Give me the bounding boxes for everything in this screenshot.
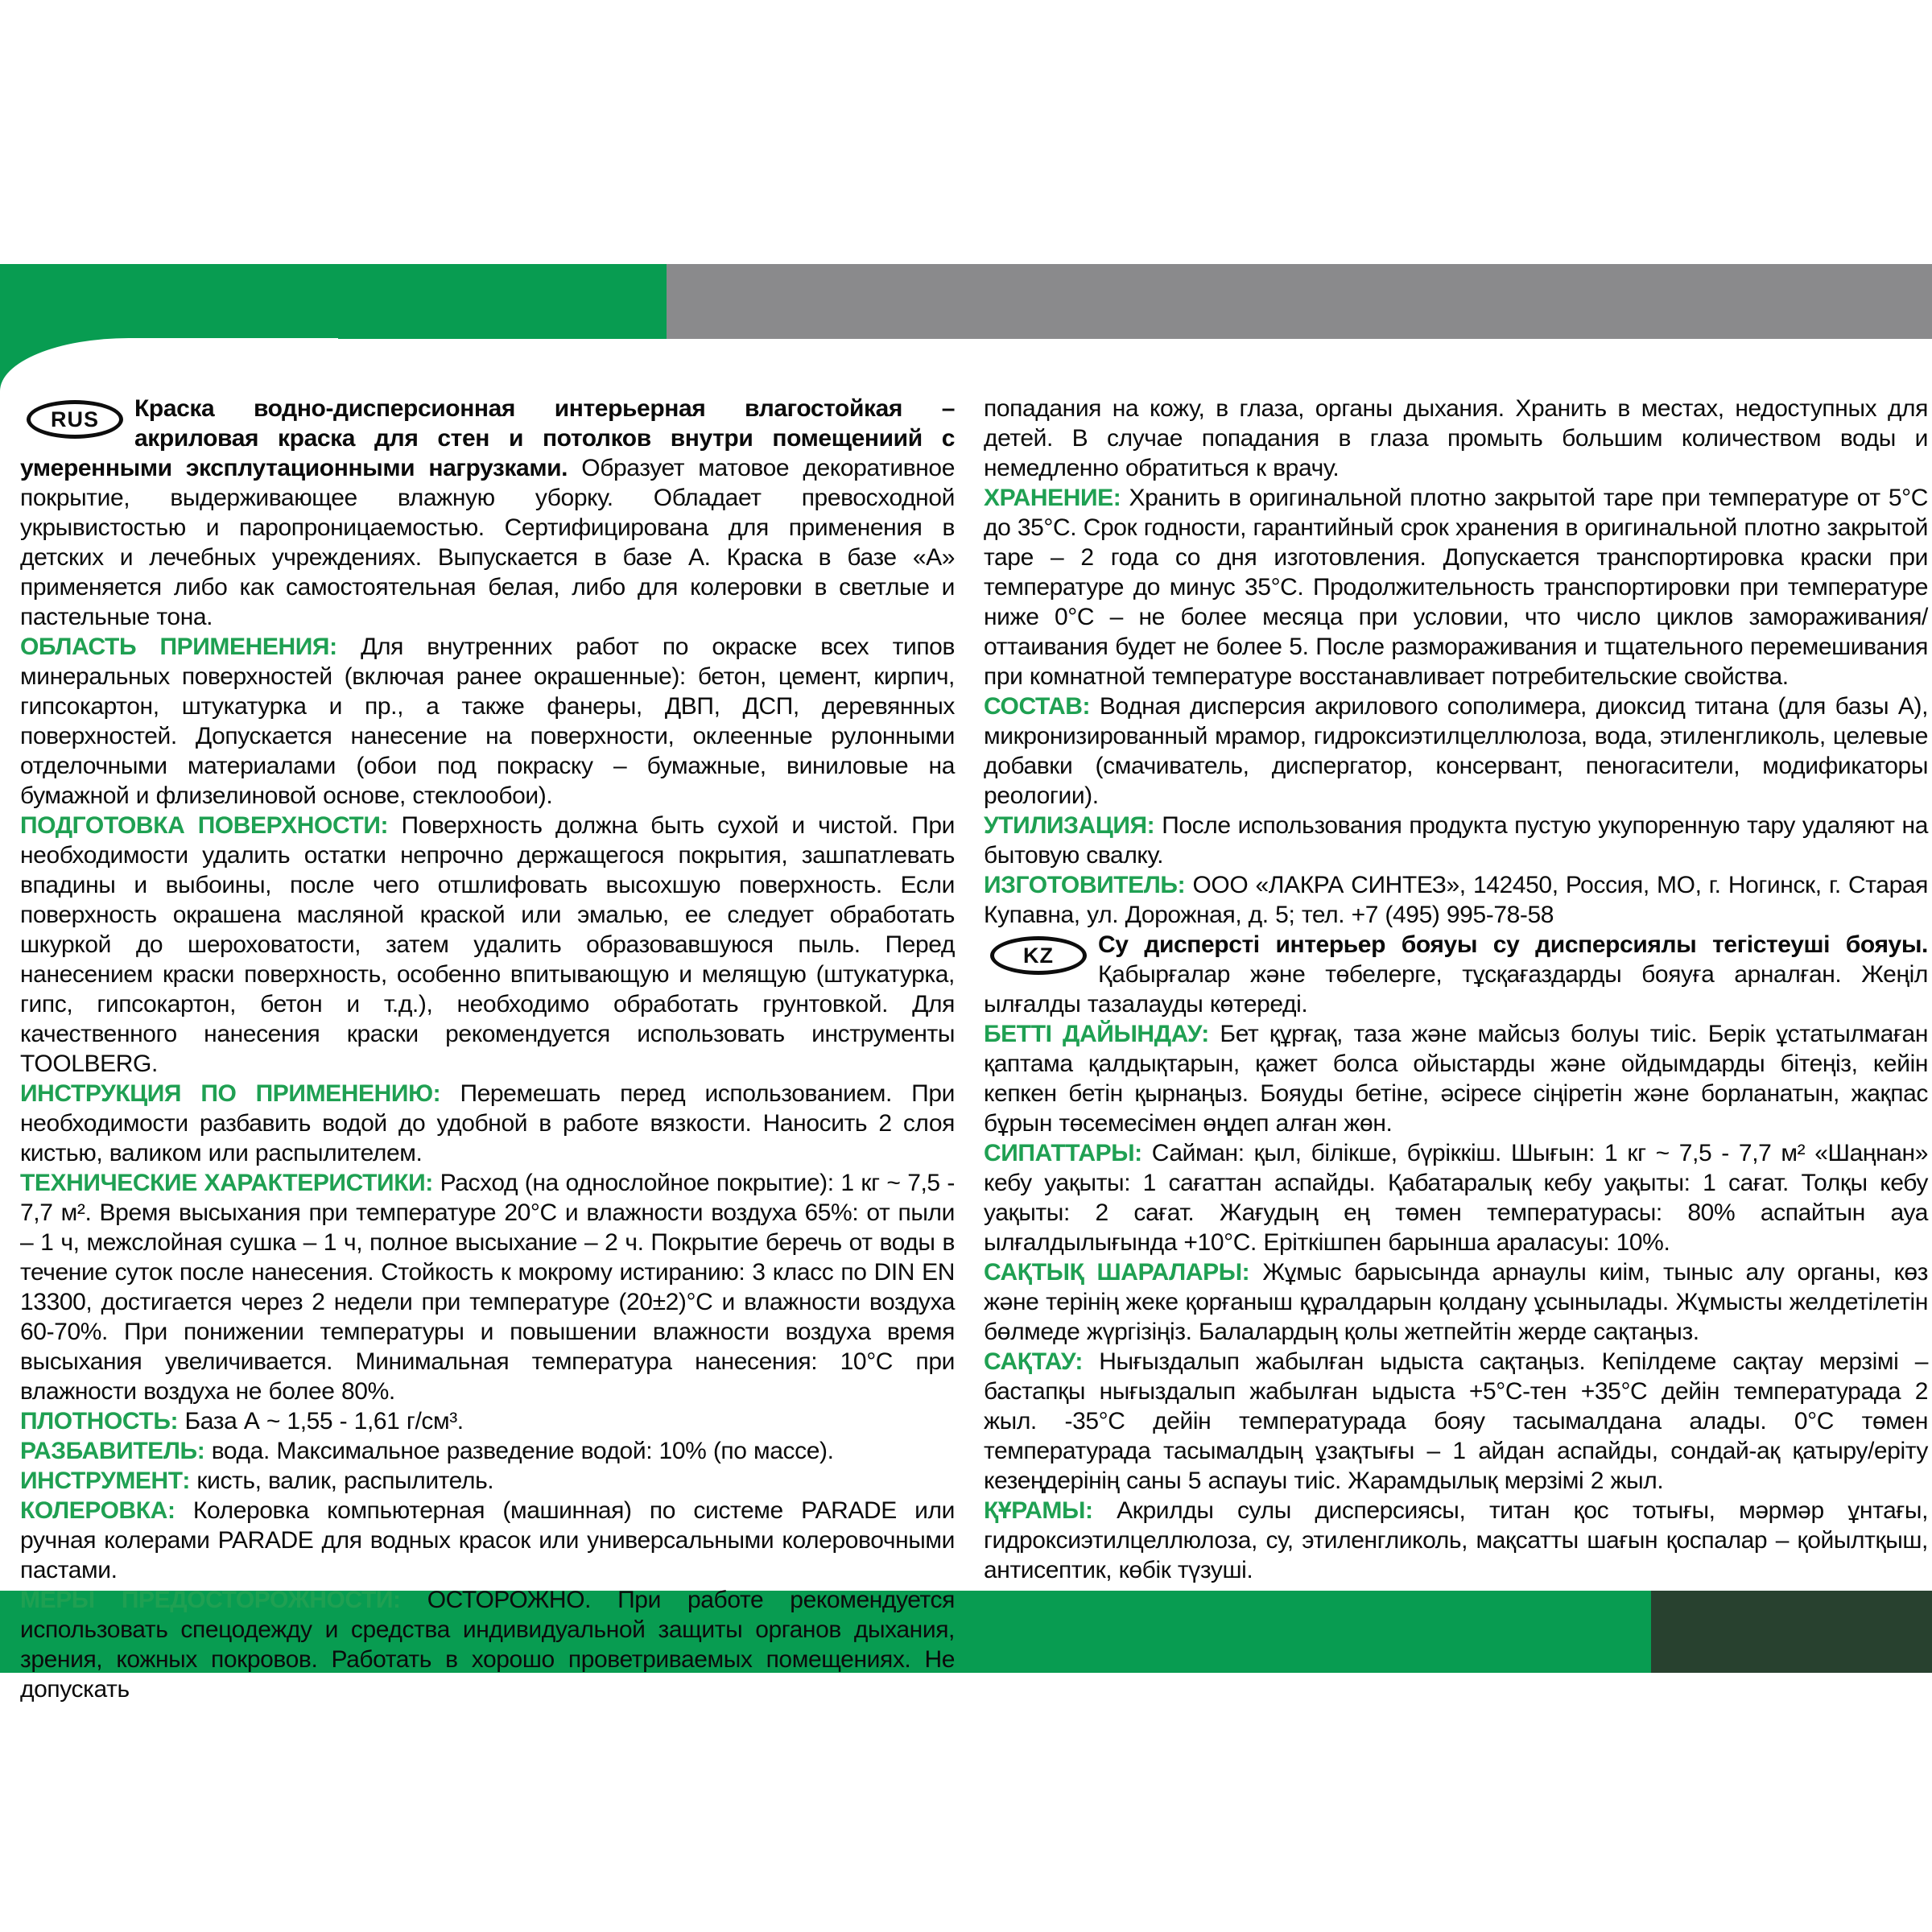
section-tools	[20, 1466, 955, 1496]
section-text: вода. Максимальное разведение водой: 10% (по массе).	[211, 1438, 834, 1464]
section-heading: СИПАТТАРЫ:	[984, 1140, 1142, 1166]
top-banner-green	[0, 264, 667, 339]
section-text: кисть, валик, распылитель.	[196, 1468, 494, 1494]
section-heading: ИНСТРУМЕНТ:	[20, 1468, 190, 1494]
section-text: После использования продукта пустую укупоренную тару удаляют на бытовую свалку.	[984, 812, 1928, 869]
section-text: Колеровка компьютерная (машинная) по системе PARADE или ручная колерами PARADE для водных красок или универсальными колеровочными пастами.	[20, 1497, 955, 1583]
right-text-column	[984, 394, 1928, 1585]
section-heading: ИНСТРУКЦИЯ ПО ПРИМЕНЕНИЮ:	[20, 1080, 441, 1107]
section-heading: ТЕХНИЧЕСКИЕ ХАРАКТЕРИСТИКИ:	[20, 1170, 433, 1196]
section-text: Нығыздалып жабылған ыдыста сақтаңыз. Кепілдеме сақтау мерзімі – бастапқы нығыздалып жабылған ыдыста +5°С-тен +35°С дейін температурада 2 жыл. -35°С дейін температурада бояу тасымалдана алады. 0°С төмен температурада тасымалдың ұзақтығы – 1 айдан аспайды, сондай-ақ қатыру/еріту кезеңдерінің саны 5 аспауы тиіс. Жарамдылық мерзімі 2 жыл.	[984, 1348, 1928, 1494]
section-heading: ОБЛАСТЬ ПРИМЕНЕНИЯ:	[20, 634, 337, 660]
section-heading: ХРАНЕНИЕ:	[984, 485, 1121, 511]
kz-intro-lead-text: Су дисперсті интерьер бояуы су дисперсиялы тегістеуші бояуы.	[1098, 931, 1928, 958]
section-heading: ИЗГОТОВИТЕЛЬ:	[984, 872, 1186, 898]
section-heading: САҚТАУ:	[984, 1348, 1083, 1375]
bottom-banner-dark-green	[1651, 1591, 1932, 1673]
kz-language-badge: KZ	[990, 936, 1087, 975]
intro-paragraph	[20, 394, 955, 632]
section-text: Для внутренних работ по окраске всех типов минеральных поверхностей (включая ранее окрашенные): бетон, цемент, кирпич, гипсокартон, штукатурка и пр., а также фанеры, ДВП, ДСП, деревянных поверхностей. Допускается нанесение на поверхности, оклеенные рулонными отделочными материалами (обои под покраску – бумажные, виниловые на бумажной и флизелиновой основе, стеклообои).	[20, 634, 956, 809]
kz-intro-paragraph	[984, 930, 1928, 1019]
intro-text: Образует матовое декоративное покрытие, выдерживающее влажную уборку. Обладает превосходной укрывистостью и паропроницаемостью. Сертифицирована для применения в детских и лечебных учреждениях. Выпускается в базе А. Краска в базе «А» применяется либо как самостоятельная белая, либо для колеровки в светлые и пастельные тона.	[20, 455, 955, 630]
section-heading: САҚТЫҚ ШАРАЛАРЫ:	[984, 1259, 1250, 1286]
precautions-continuation-paragraph	[984, 394, 1928, 483]
section-technical-characteristics	[20, 1168, 955, 1406]
section-text: попадания на кожу, в глаза, органы дыхания. Хранить в местах, недоступных для детей. В случае попадания в глаза промыть большим количеством воды и немедленно обратиться к врачу.	[984, 395, 1928, 481]
section-text: Перемешать перед использованием. При необходимости разбавить водой до удобной в работе вязкости. Наносить 2 слоя кистью, валиком или распылителем.	[20, 1080, 955, 1166]
section-text: Бет құрғақ, таза және майсыз болуы тиіс. Берік ұстатылмаған қаптама қалдықтарын, қажет болса ойыстарды және ойдымдарды бітеңіз, кейін кепкен бетін қырнаңыз. Бояуды бетіне, әсіресе сіңіретін және борланатын, жақпас бұрын төсемесімен өңдеп алған жөн.	[984, 1021, 1929, 1137]
section-diluent	[20, 1436, 955, 1466]
russian-text-column	[20, 394, 955, 1704]
section-density	[20, 1406, 955, 1436]
section-heading: УТИЛИЗАЦИЯ:	[984, 812, 1155, 839]
section-storage	[984, 483, 1928, 691]
section-manufacturer	[984, 870, 1928, 930]
section-text: Акрилды сулы дисперсиясы, титан қос тотығы, мәрмәр ұнтағы, гидроксиэтилцеллюлоза, су, этиленгликоль, мақсатты шағын қоспалар – қойылтқыш, антисептик, көбік түзуші.	[984, 1497, 1929, 1583]
section-heading: ПЛОТНОСТЬ:	[20, 1408, 179, 1435]
section-heading: СОСТАВ:	[984, 693, 1091, 720]
section-heading: КОЛЕРОВКА:	[20, 1497, 175, 1524]
section-text: База А ~ 1,55 - 1,61 г/см³.	[184, 1408, 464, 1435]
section-heading: БЕТТІ ДАЙЫНДАУ:	[984, 1021, 1209, 1047]
section-tinting	[20, 1496, 955, 1585]
section-usage-instructions	[20, 1079, 955, 1168]
top-banner-gray	[667, 264, 1932, 339]
section-kz-composition	[984, 1496, 1928, 1585]
section-text: Расход (на однослойное покрытие): 1 кг ~ 7,5 - 7,7 м². Время высыхания при температуре 20°С и влажности воздуха 65%: от пыли – 1 ч, межслойная сушка – 1 ч, полное высыхание – 2 ч. Покрытие беречь от воды в течение суток после нанесения. Стойкость к мокрому истиранию: 3 класс по DIN EN 13300, достигается через 2 недели при температуре (20±2)°С и влажности воздуха 60-70%. При понижении температуры и повышении влажности воздуха время высыхания увеличивается. Минимальная температура нанесения: 10°С при влажности воздуха не более 80%.	[20, 1170, 955, 1405]
section-disposal	[984, 811, 1928, 870]
section-text: Водная дисперсия акрилового сополимера, диоксид титана (для базы А), микронизированный мрамор, гидроксиэтилцеллюлоза, вода, этиленгликоль, целевые добавки (смачиватель, диспергатор, консервант, пеногасители, модификаторы реологии).	[984, 693, 1929, 809]
section-kz-precautions	[984, 1257, 1928, 1347]
intro-lead-text: Краска водно-дисперсионная интерьерная влагостойкая – акриловая краска для стен и потолков внутри помещениий с умеренными эксплутационными нагрузками.	[20, 395, 955, 481]
section-heading: ҚҰРАМЫ:	[984, 1497, 1093, 1524]
section-composition	[984, 691, 1928, 811]
kz-intro-text: Қабырғалар және төбелерге, тұсқағаздарды бояуға арналған. Жеңіл ылғалды тазалауды көтереді.	[984, 961, 1928, 1018]
section-precautions	[20, 1585, 955, 1704]
section-heading: МЕРЫ ПРЕДОСТОРОЖНОСТИ:	[20, 1587, 401, 1613]
section-text: Хранить в оригинальной плотно закрытой таре при температуре от 5°С до 35°С. Срок годности, гарантийный срок хранения в оригинальной плотно закрытой таре – 2 года со дня изготовления. Допускается транспортировка краски при температуре до минус 35°С. Продолжительность транспортировки при температуре ниже 0°С – не более месяца при условии, что число циклов замораживания/оттаивания будет не более 5. После размораживания и тщательного перемешивания при комнатной температуре восстанавливает потребительские свойства.	[984, 485, 1928, 690]
section-text: Жұмыс барысында арнаулы киім, тыныс алу органы, көз және терінің жеке қорғаныш құралдарын қолдану ұсынылады. Жұмысты желдетілетін бөлмеде жүргізіңіз. Балалардың қолы жетпейтін жерде сақтаңыз.	[984, 1259, 1928, 1345]
section-application-area	[20, 632, 955, 811]
section-heading: ПОДГОТОВКА ПОВЕРХНОСТИ:	[20, 812, 389, 839]
section-text: ООО «ЛАКРА СИНТЕЗ», 142450, Россия, МО, г. Ногинск, г. Старая Купавна, ул. Дорожная, д. 5; тел. +7 (495) 995-78-58	[984, 872, 1928, 928]
section-surface-preparation	[20, 811, 955, 1079]
section-kz-surface-preparation	[984, 1019, 1928, 1138]
section-text: Сайман: қыл, білікше, бүріккіш. Шығын: 1 кг ~ 7,5 - 7,7 м² «Шаңнан» кебу уақыты: 1 сағаттан аспайды. Қабатаралық кебу уақыты: 1 сағат. Толқы кебу уақыты: 2 сағат. Жағудың ең төмен температурасы: 80% аспайтын ауа ылғалдылығында +10°С. Еріткішпен барынша араласуы: 10%.	[984, 1140, 1929, 1256]
rus-language-badge: RUS	[27, 400, 123, 439]
section-text: ОСТОРОЖНО. При работе рекомендуется использовать спецодежду и средства индивидуальной защиты органов дыхания, зрения, кожных покровов. Работать в хорошо проветриваемых помещениях. Не допускать	[20, 1587, 956, 1703]
section-kz-storage	[984, 1347, 1928, 1496]
section-text: Поверхность должна быть сухой и чистой. При необходимости удалить остатки непрочно держащегося покрытия, зашпатлевать впадины и выбоины, после чего отшлифовать высохшую поверхность. Если поверхность окрашена масляной краской или эмалью, ее следует обработать шкуркой до шероховатости, затем удалить образовавшуюся пыль. Перед нанесением краски поверхность, особенно впитывающую и мелящую (штукатурка, гипс, гипсокартон, бетон и т.д.), необходимо обработать грунтовкой. Для качественного нанесения краски рекомендуется использовать инструменты TOOLBERG.	[20, 812, 955, 1077]
section-heading: РАЗБАВИТЕЛЬ:	[20, 1438, 205, 1464]
section-kz-characteristics	[984, 1138, 1928, 1257]
